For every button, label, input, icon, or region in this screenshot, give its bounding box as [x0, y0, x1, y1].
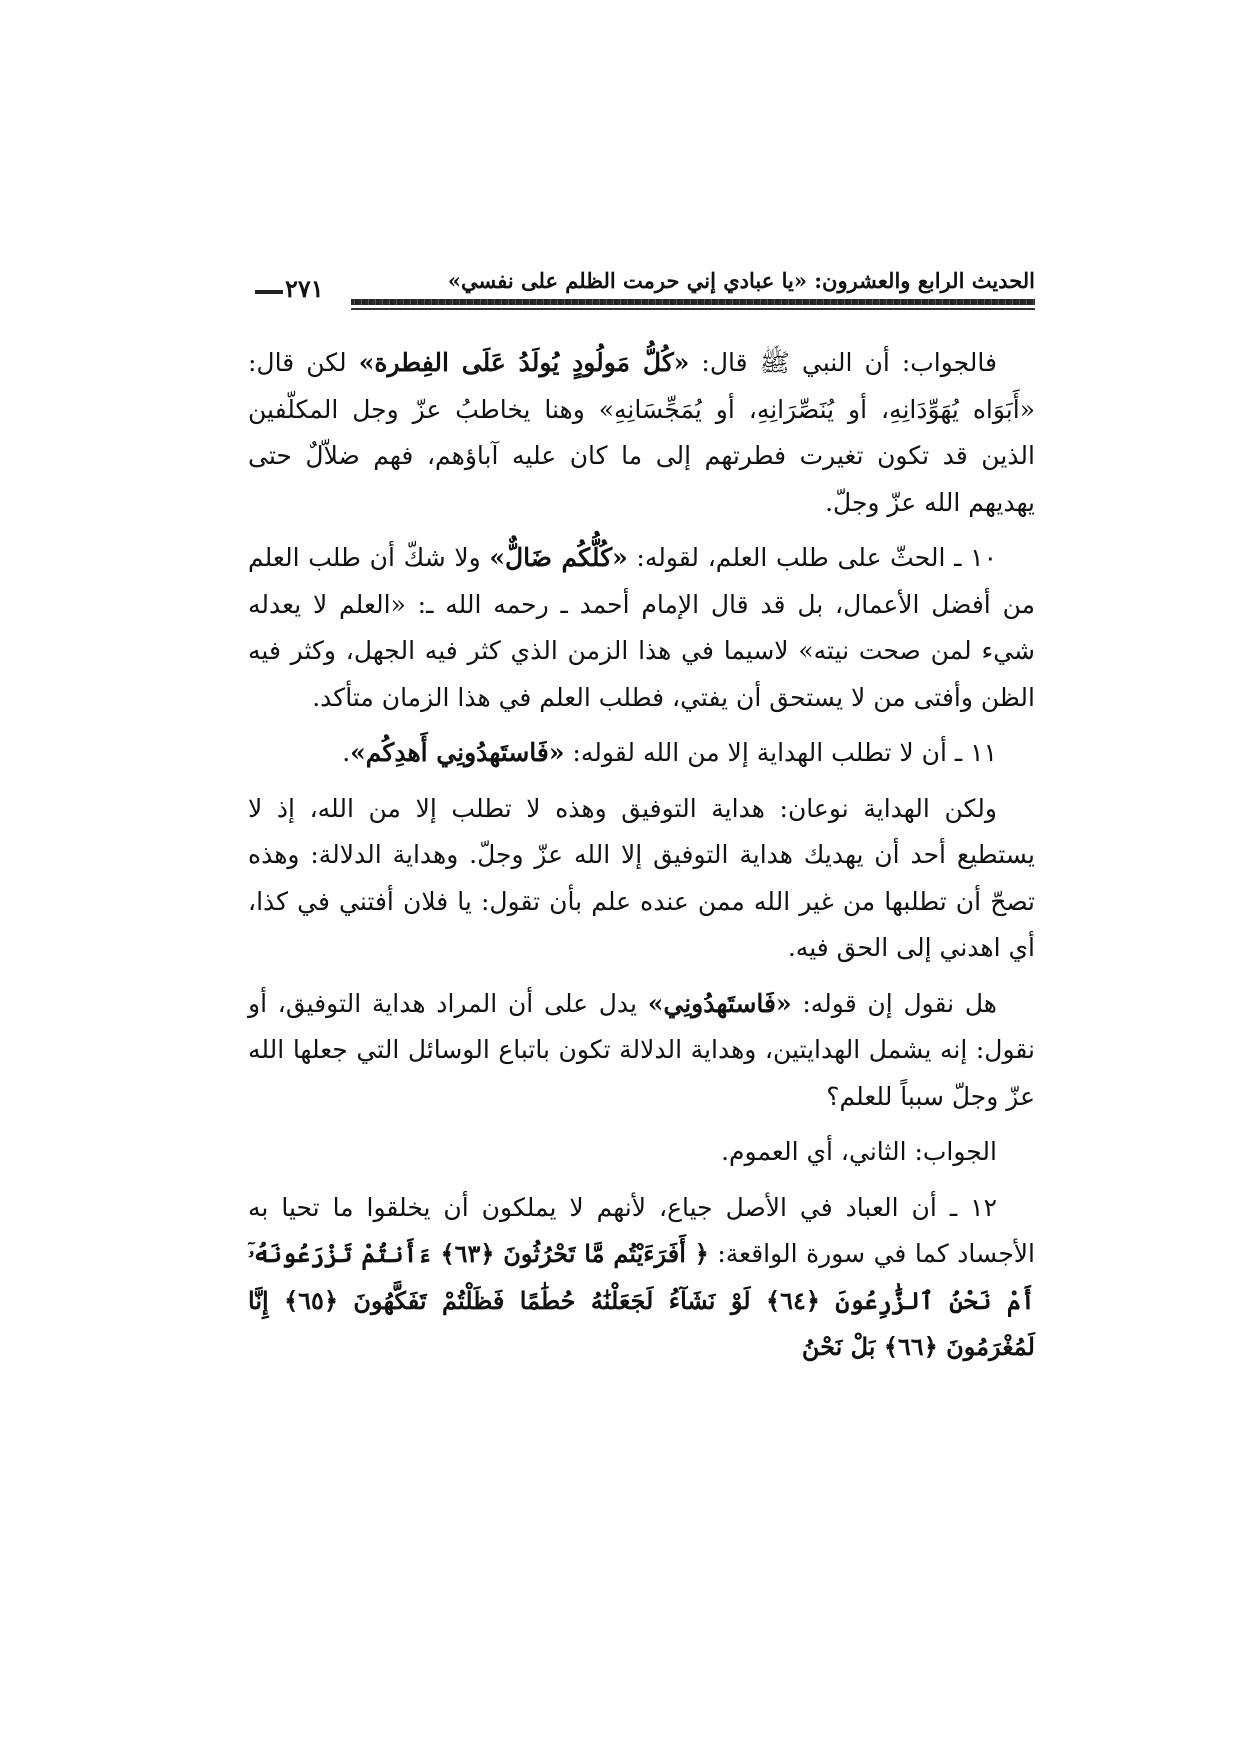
paragraph-point-11	[248, 730, 1035, 777]
hadith-quote: «كُلُّ مَولُودٍ يُولَدُ عَلَى الفِطرة»	[358, 348, 690, 377]
paragraph-text: ولا شكّ أن طلب العلم من أفضل الأعمال، بل قد قال الإمام أحمد ـ رحمه الله ـ: «العلم لا يعدله شيء لمن صحت نيته» لاسيما في هذا الزمن الذي كثر فيه الجهل، وكثر فيه الظن وأفتى من لا يستحق أن يفتي، فطلب العلم في هذا الزمان متأكد.	[248, 543, 1035, 712]
paragraph-text: ١٠ ـ الحثّ على طلب العلم، لقوله:	[627, 543, 998, 572]
paragraph-point-12	[248, 1185, 1035, 1371]
page-header	[255, 268, 1035, 318]
header-rule	[351, 299, 1035, 305]
hadith-quote: «فَاستَهدُونِي»	[647, 988, 792, 1018]
paragraph-text: يدل على أن المراد هداية التوفيق، أو نقول: إنه يشمل الهدايتين، وهداية الدلالة تكون باتباع الوسائل التي جعلها الله عزّ وجلّ سبباً للعلم؟	[248, 988, 1035, 1111]
header-rule-thin	[351, 308, 1035, 310]
paragraph-text: ١٢ ـ أن العباد في الأصل جياع، لأنهم لا يملكون أن يخلقوا ما تحيا به الأجساد كما في سورة الواقعة:	[248, 1192, 1035, 1268]
page-number-dash	[255, 290, 283, 294]
paragraph-guidance-types	[248, 786, 1035, 972]
paragraph-point-10	[248, 535, 1035, 721]
hadith-quote: «كُلُّكُم ضَالٌّ»	[489, 543, 628, 572]
paragraph-text: .	[342, 738, 351, 767]
paragraph-text: لكن قال: «أَبَوَاه يُهَوِّدَانِهِ، أو يُنَصِّرَانِهِ، أو يُمَجِّسَانِهِ» وهنا يخاطبُ عزّ وجل المكلّفين الذين قد تكون تغيرت فطرتهم إلى ما كان عليه آباؤهم، فهم ضلاّلٌ حتى يهديهم الله عزّ وجلّ.	[248, 348, 1035, 517]
paragraph-text: هل نقول إن قوله:	[791, 988, 997, 1018]
paragraph-answer-general	[248, 1129, 1035, 1176]
paragraph-text: فالجواب: أن النبي ﷺ قال:	[689, 348, 997, 377]
paragraph-answer-fitra	[248, 340, 1035, 526]
running-title: الحديث الرابع والعشرون: «يا عبادي إني حرمت الظلم على نفسي»	[447, 268, 1035, 293]
paragraph-text: الجواب: الثاني، أي العموم.	[721, 1137, 997, 1166]
page-number: ٢٧١	[285, 274, 324, 303]
hadith-quote: «فَاستَهدُونِي أَهدِكُم»	[350, 738, 565, 767]
quran-verse: ﴿ أَفَرَءَيْتُم مَّا تَحْرُثُونَ ﴿٦٣﴾ ءَأَنتُمْ تَزْرَعُونَهُۥٓ أَمْ نَحْنُ ٱلزَّٰرِعُونَ ﴿٦٤﴾ لَوْ نَشَآءُ لَجَعَلْنَٰهُ حُطَٰمًا فَظَلْتُمْ تَفَكَّهُونَ ﴿٦٥﴾ إِنَّا لَمُغْرَمُونَ ﴿٦٦﴾ بَلْ نَحْنُ	[248, 1239, 1035, 1361]
paragraph-question	[248, 981, 1035, 1121]
paragraph-text: ١١ ـ أن لا تطلب الهداية إلا من الله لقوله:	[564, 738, 997, 767]
paragraph-text: ولكن الهداية نوعان: هداية التوفيق وهذه لا تطلب إلا من الله، إذ لا يستطيع أحد أن يهديك هداية التوفيق إلا الله عزّ وجلّ. وهداية الدلالة: وهذه تصحّ أن تطلبها من غير الله ممن عنده علم بأن تقول: يا فلان أفتني في كذا، أي اهدني إلى الحق فيه.	[248, 793, 1035, 962]
body-text	[248, 340, 1035, 1373]
